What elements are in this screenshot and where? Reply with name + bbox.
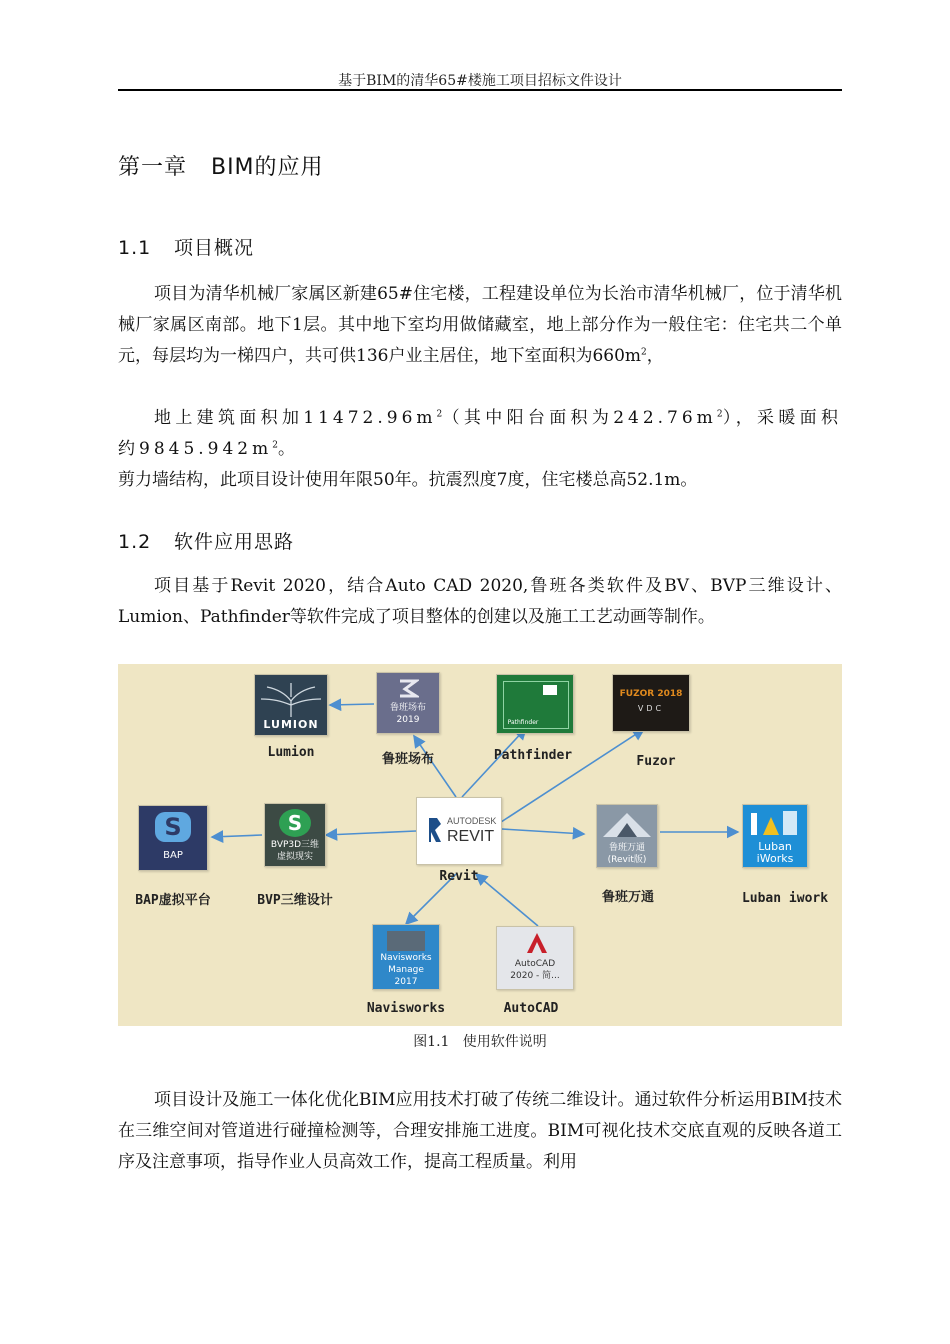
bap-label: BAP虚拟平台	[135, 893, 211, 908]
bvp-inner-1: BVP3D三维	[270, 840, 320, 850]
autocad-a-logo	[525, 931, 549, 955]
lumion-label: Lumion	[267, 745, 315, 760]
bvp-s-logo: S	[279, 809, 311, 837]
bvp-inner-2: 虚拟现实	[276, 852, 313, 862]
pathfinder-icon	[496, 674, 574, 734]
navisworks-inner-2: Manage	[388, 965, 424, 975]
lumion-inner-text: LUMION	[263, 718, 319, 731]
overview-p1-text: 项目为清华机械厂家属区新建65#住宅楼，工程建设单位为长治市清华机械厂，位于清华机械厂家属区南部。地下1层。其中地下室均用做储藏室，地上部分作为一般住宅：住宅共二个单元，每层均为一梯四户，共可供136户业主居住，地下室面积为660m	[118, 284, 842, 366]
closing-paragraph: 项目设计及施工一体化优化BIM应用技术打破了传统二维设计。通过软件分析运用BIM技术在三维空间对管道进行碰撞检测等，合理安排施工进度。BIM可视化技术交底直观的反映各道工序及注意事项，指导作业人员高效工作，提高工程质量。利用	[118, 1090, 842, 1172]
software-paragraph: 项目基于Revit 2020，结合Auto CAD 2020,鲁班各类软件及BV、BVP三维设计、Lumion、Pathfinder等软件完成了项目整体的创建以及施工工艺动画等制作。	[118, 576, 842, 627]
section-heading-1-2	[118, 527, 294, 554]
fuzor-label: Fuzor	[636, 754, 676, 769]
bvp-icon	[264, 803, 326, 867]
luban-site-label: 鲁班场布	[381, 752, 434, 767]
luban-site-inner-1: 鲁班场布	[389, 703, 426, 713]
punct: 。	[277, 439, 295, 459]
luban-iwork-inner-2: iWorks	[756, 852, 794, 865]
pathfinder-inner-text: Pathfinder	[507, 719, 539, 726]
pathfinder-label: Pathfinder	[493, 748, 573, 763]
figure-caption: 图1.1 使用软件说明	[413, 1034, 547, 1050]
punct: ，	[646, 346, 664, 366]
navisworks-logo	[387, 931, 425, 951]
autocad-icon	[496, 926, 574, 990]
revit-icon	[416, 797, 502, 865]
arrow-revit-luban-wantong	[502, 829, 584, 834]
superscript: 2	[436, 409, 443, 420]
bap-inner-text: BAP	[163, 850, 183, 861]
navisworks-inner-3: 2017	[394, 977, 418, 987]
overview-p2-text-c: ），采暖面积约9845.942m	[118, 408, 843, 459]
navisworks-inner-1: Navisworks	[380, 953, 432, 963]
overview-paragraph-2	[118, 403, 842, 465]
site-logo-icon	[397, 677, 419, 699]
revit-label: Revit	[439, 869, 479, 884]
section-title: 软件应用思路	[174, 531, 295, 553]
luban-wantong-icon	[596, 804, 658, 868]
tree-graphic	[255, 679, 327, 719]
section-number: 1.2	[118, 531, 152, 553]
revit-r-logo	[427, 816, 443, 844]
arrow-bvp-bap	[212, 835, 262, 837]
overview-p2-text-b: （其中阳台面积为242.76m	[442, 408, 717, 428]
section-number: 1.1	[118, 237, 152, 259]
running-header: 基于BIM的清华65#楼施工项目招标文件设计	[338, 73, 622, 89]
section-heading-1-1	[118, 233, 254, 260]
bap-icon	[138, 805, 208, 871]
bvp-label: BVP三维设计	[257, 893, 333, 908]
overview-p2-text-a: 地上建筑面积加11472.96m	[154, 408, 437, 428]
luban-site-inner-2: 2019	[396, 715, 420, 725]
luban-wantong-inner-2: (Revit版)	[607, 855, 647, 865]
chapter-title: 第一章 BIM的应用	[118, 155, 324, 180]
fuzor-inner-2: VDC	[637, 704, 665, 713]
arrow-luban-site-lumion	[330, 704, 374, 705]
navisworks-label: Navisworks	[366, 1001, 446, 1016]
header-rule	[118, 89, 842, 91]
revit-inner-2: REVIT	[447, 828, 495, 845]
exit-sign-icon	[543, 685, 557, 695]
luban-iwork-inner-1: Luban	[758, 840, 792, 853]
building-graphic	[597, 809, 657, 839]
bap-s-logo: S	[155, 812, 191, 842]
iworks-graphic	[743, 807, 807, 839]
section-title: 项目概况	[174, 237, 255, 259]
revit-inner-1: AUTODESK	[447, 816, 497, 826]
software-diagram	[118, 664, 842, 1026]
fuzor-inner-1: FUZOR 2018	[619, 689, 683, 699]
superscript: 2	[272, 440, 278, 451]
autocad-inner-1: AutoCAD	[514, 959, 556, 969]
fuzor-icon	[612, 674, 690, 732]
overview-paragraph-1	[118, 279, 842, 372]
luban-wantong-inner-1: 鲁班万通	[608, 843, 645, 853]
luban-iwork-label: Luban iwork	[741, 891, 829, 906]
overview-paragraph-3: 剪力墙结构，此项目设计使用年限50年。抗震烈度7度，住宅楼总高52.1m。	[118, 470, 698, 490]
luban-wantong-label: 鲁班万通	[601, 890, 654, 905]
arrow-revit-bvp	[326, 831, 416, 835]
luban-iwork-icon	[742, 804, 808, 868]
superscript: 2	[716, 409, 723, 420]
autocad-inner-2: 2020 - 简...	[510, 971, 560, 981]
autocad-label: AutoCAD	[503, 1001, 559, 1016]
lumion-icon	[254, 674, 328, 736]
navisworks-icon	[372, 924, 440, 990]
luban-site-icon	[376, 672, 440, 734]
superscript: 2	[641, 347, 647, 358]
